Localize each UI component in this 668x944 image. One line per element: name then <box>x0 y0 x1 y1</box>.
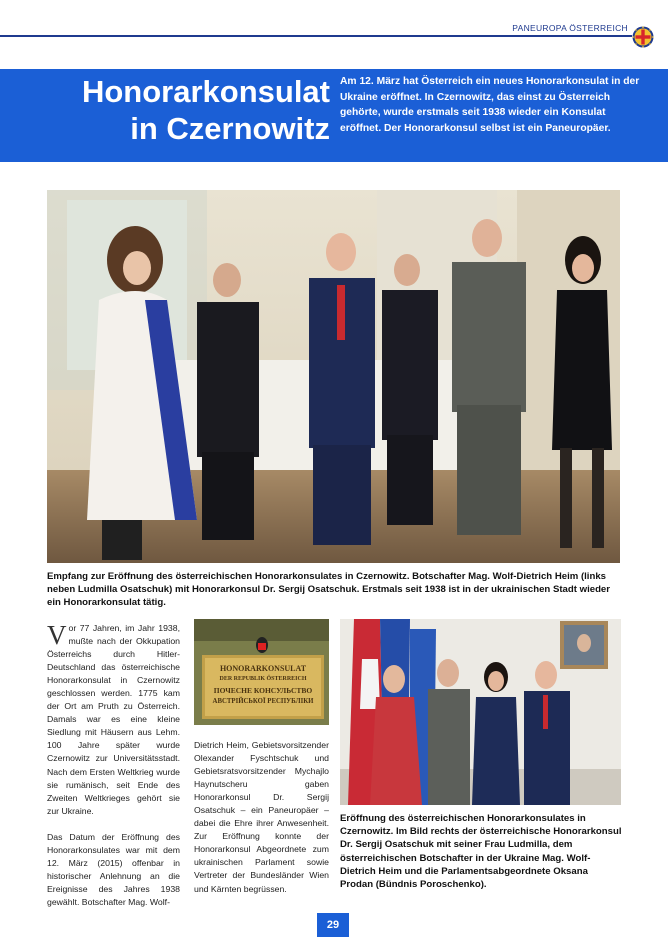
brand-label: PANEUROPA ÖSTERREICH <box>512 23 628 33</box>
body-paragraph: Dietrich Heim, Gebietsvorsitzender Olexander Fyschtschuk und Gebietsratsvorsitzender Mychajlo Haynutscheru gaben Honorarkonsul Dr. Sergij Osatschuk – ein Paneuropäer – dabei die Ehre ihrer Anwesenheit. Zur Eröffnung konnte der Honorarkonsul Abgeordnete zum ukrainischen Parlament sowie Vertreter der Bundesländer Wien und Kärnten begrüssen. <box>194 740 329 894</box>
page-header <box>0 0 668 40</box>
title-banner <box>0 69 668 162</box>
body-column-1 <box>47 622 180 922</box>
lead-text: Am 12. März hat Österreich ein neues Honorarkonsulat in der Ukraine eröffnet. In Czernowitz, das einst zu Österreich gehörte, wurde erstmals seit 1938 wieder ein Konsulat eröffnet. Der Honorarkonsul selbst ist ein Paneuropäer. <box>340 76 640 134</box>
austrian-eagle-icon <box>256 637 268 653</box>
header-rule <box>0 35 632 37</box>
group-photo <box>340 619 621 805</box>
main-photo-caption: Empfang zur Eröffnung des österreichischen Honorarkonsulates in Czernowitz. Botschafter Mag. Wolf-Dietrich Heim (links neben Ludmilla Osatschuk) mit Honorarkonsul Dr. Sergij Osatschuk. Erstmals seit 1938 ist in der ukrainischen Stadt wieder ein Honorarkonsulat tätig. <box>47 571 611 609</box>
body-paragraph: Vor 77 Jahren, im Jahr 1938, mußte nach der Okkupation Österreichs durch Hitler-Deutschland das österreichische Honorarkonsulat in Czernowitz geschlossen werden. 1775 kam der Ort am Pruth zu Österreich. Damals war es eine kleine Siedlung mit Häusern aus Lehm. 100 Jahre später wurde Czernowitz zur Universitätsstadt. Nach dem Ersten Weltkrieg wurde sie rumänisch, seit Ende des Zweiten Weltkrieges gehört sie zur Ukraine. <box>47 620 180 816</box>
body-column-2 <box>194 739 329 909</box>
article-title <box>18 73 330 147</box>
plaque-line: ПОЧЕСНЕ КОНСУЛЬСТВО <box>213 686 313 695</box>
body-paragraph: Das Datum der Eröffnung des Honorarkonsulates war mit dem 12. März (2015) offenbar in historischer Anlehnung an die Ereignisse des Jahres 1938 gewählt. Botschafter Mag. Wolf- <box>47 831 180 907</box>
title-line-1: Honorarkonsulat <box>81 74 330 109</box>
plaque-photo <box>194 619 329 725</box>
drop-cap: V <box>47 620 67 650</box>
plaque-line: HONORARKONSULAT <box>219 664 307 673</box>
page-number: 29 <box>317 913 349 937</box>
paneuropa-emblem-icon <box>632 26 654 48</box>
main-photo <box>47 190 620 563</box>
group-photo-caption: Eröffnung des österreichischen Honorarkonsulates in Czernowitz. Im Bild rechts der österreichische Honorarkonsul Dr. Sergij Osatschuk mit seiner Frau Ludmilla, dem österreichischen Botschafter in der Ukraine Mag. Wolf-Dietrich Heim und die Parlamentsabgeordnete Oksana Prodan (Bündnis Poroschenko). <box>340 813 622 891</box>
plaque-line: АВСТРІЙСЬКОЇ РЕСПУБЛІКИ <box>212 698 314 705</box>
plaque-line: DER REPUBLIK ÖSTERREICH <box>219 676 307 682</box>
title-line-2: in Czernowitz <box>130 111 330 146</box>
